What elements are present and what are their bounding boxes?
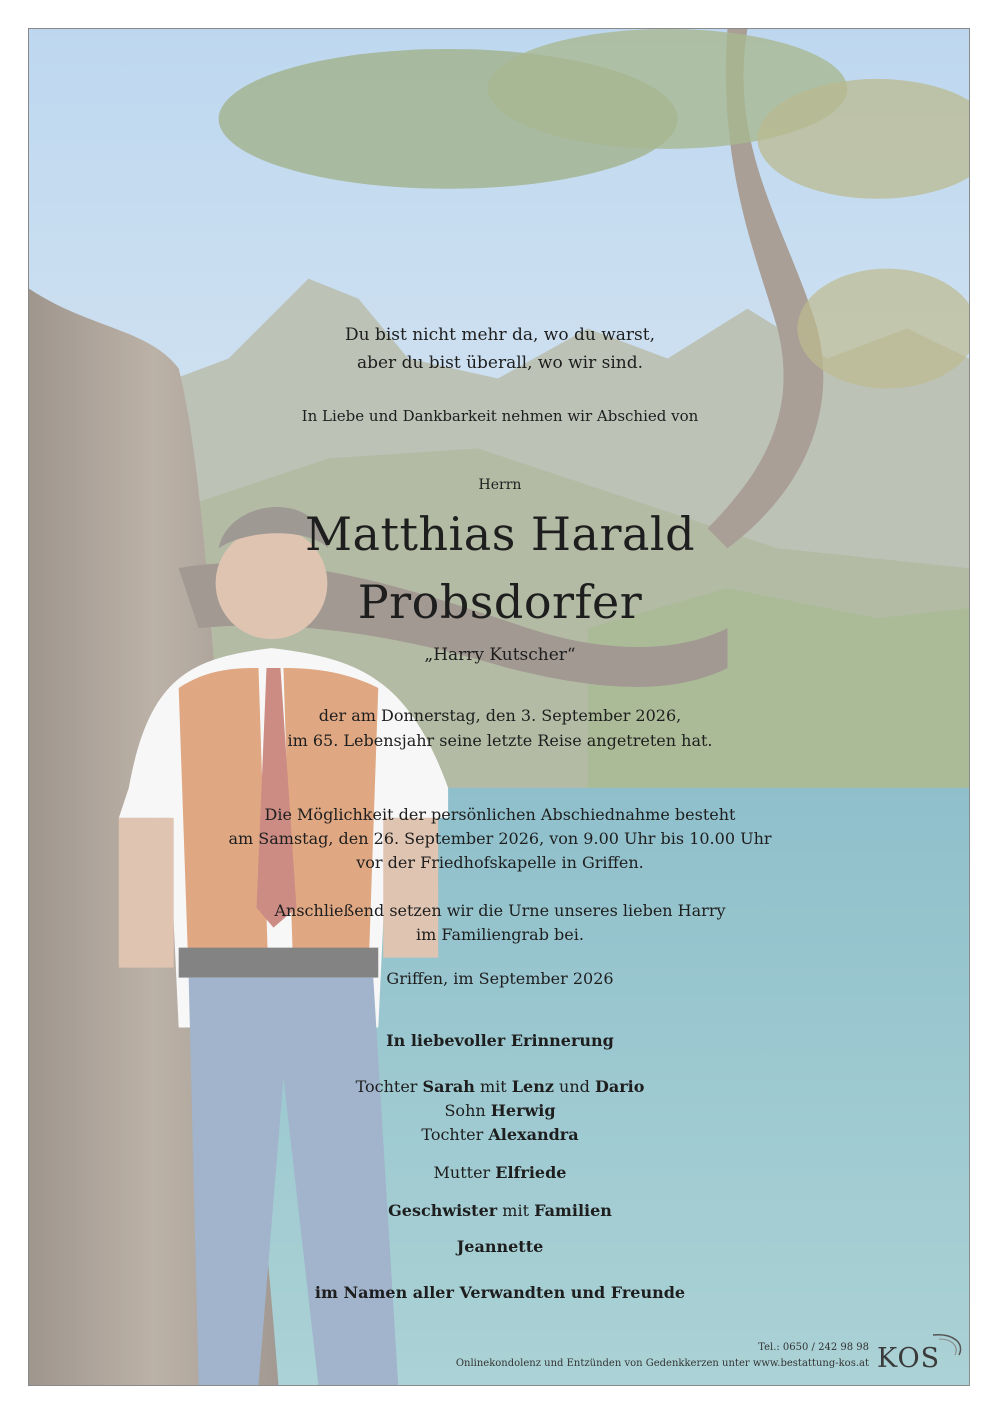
closing-line: im Namen aller Verwandten und Freunde [314, 1283, 686, 1302]
viewing-info [29, 803, 970, 875]
footer-online-link[interactable]: Onlinekondolenz und Entzünden von Gedenkkerzen unter www.bestattung-kos.at [455, 1358, 869, 1369]
family-connector: mit [474, 1077, 512, 1096]
family-relation: Tochter [355, 1077, 423, 1096]
place-date: Griffen, im September 2026 [386, 969, 614, 988]
logo-text: KOS [877, 1343, 941, 1374]
obituary-card [28, 28, 970, 1386]
family-relation: Mutter [433, 1163, 496, 1182]
salutation: Herrn [478, 477, 522, 493]
viewing-line-2: am Samstag, den 26. September 2026, von 9.00 Uhr bis 10.00 Uhr [228, 829, 772, 848]
nickname: „Harry Kutscher“ [424, 645, 576, 665]
motto-line-1: Du bist nicht mehr da, wo du warst, [344, 325, 656, 345]
death-line-1: der am Donnerstag, den 3. September 2026, [318, 706, 682, 725]
family-relation: Sohn [444, 1101, 491, 1120]
family-line-siblings [29, 1199, 970, 1223]
family-name: Lenz [511, 1077, 554, 1096]
deceased-name-line-2: Probsdorfer [357, 575, 643, 629]
family-relation: Tochter [421, 1125, 489, 1144]
family-line-son [29, 1099, 970, 1123]
motto-line-2: aber du bist überall, wo wir sind. [356, 353, 644, 373]
family-name: Alexandra [488, 1125, 579, 1144]
family-name: Herwig [490, 1101, 556, 1120]
family-line-daughter-sarah [29, 1075, 970, 1099]
kos-logo [873, 1329, 965, 1377]
viewing-line-3: vor der Friedhofskapelle in Griffen. [356, 853, 644, 872]
family-name: Elfriede [495, 1163, 567, 1182]
memory-heading: In liebevoller Erinnerung [386, 1031, 614, 1050]
family-name: Sarah [422, 1077, 475, 1096]
farewell-text: In Liebe und Dankbarkeit nehmen wir Abschied von [301, 407, 699, 425]
family-name: Geschwister [388, 1201, 498, 1220]
family-name: Familien [534, 1201, 612, 1220]
death-line-2: im 65. Lebensjahr seine letzte Reise angetreten hat. [287, 731, 713, 750]
obituary-text [29, 29, 970, 1386]
family-name: Dario [594, 1077, 645, 1096]
viewing-line-1: Die Möglichkeit der persönlichen Abschiednahme besteht [264, 805, 736, 824]
motto [29, 321, 970, 377]
urn-line-1: Anschließend setzen wir die Urne unseres lieben Harry [274, 901, 726, 920]
family-connector: und [553, 1077, 595, 1096]
urn-line-2: im Familiengrab bei. [416, 925, 584, 944]
death-notice [29, 703, 970, 753]
family-connector: mit [497, 1201, 535, 1220]
family-line-daughter-alexandra [29, 1123, 970, 1147]
family-line-mother [29, 1161, 970, 1185]
deceased-name-line-1: Matthias Harald [304, 507, 696, 561]
footer-phone: Tel.: 0650 / 242 98 98 [758, 1342, 869, 1353]
urn-info [29, 899, 970, 947]
family-line-jeannette [29, 1235, 970, 1259]
family-name: Jeannette [456, 1237, 544, 1256]
